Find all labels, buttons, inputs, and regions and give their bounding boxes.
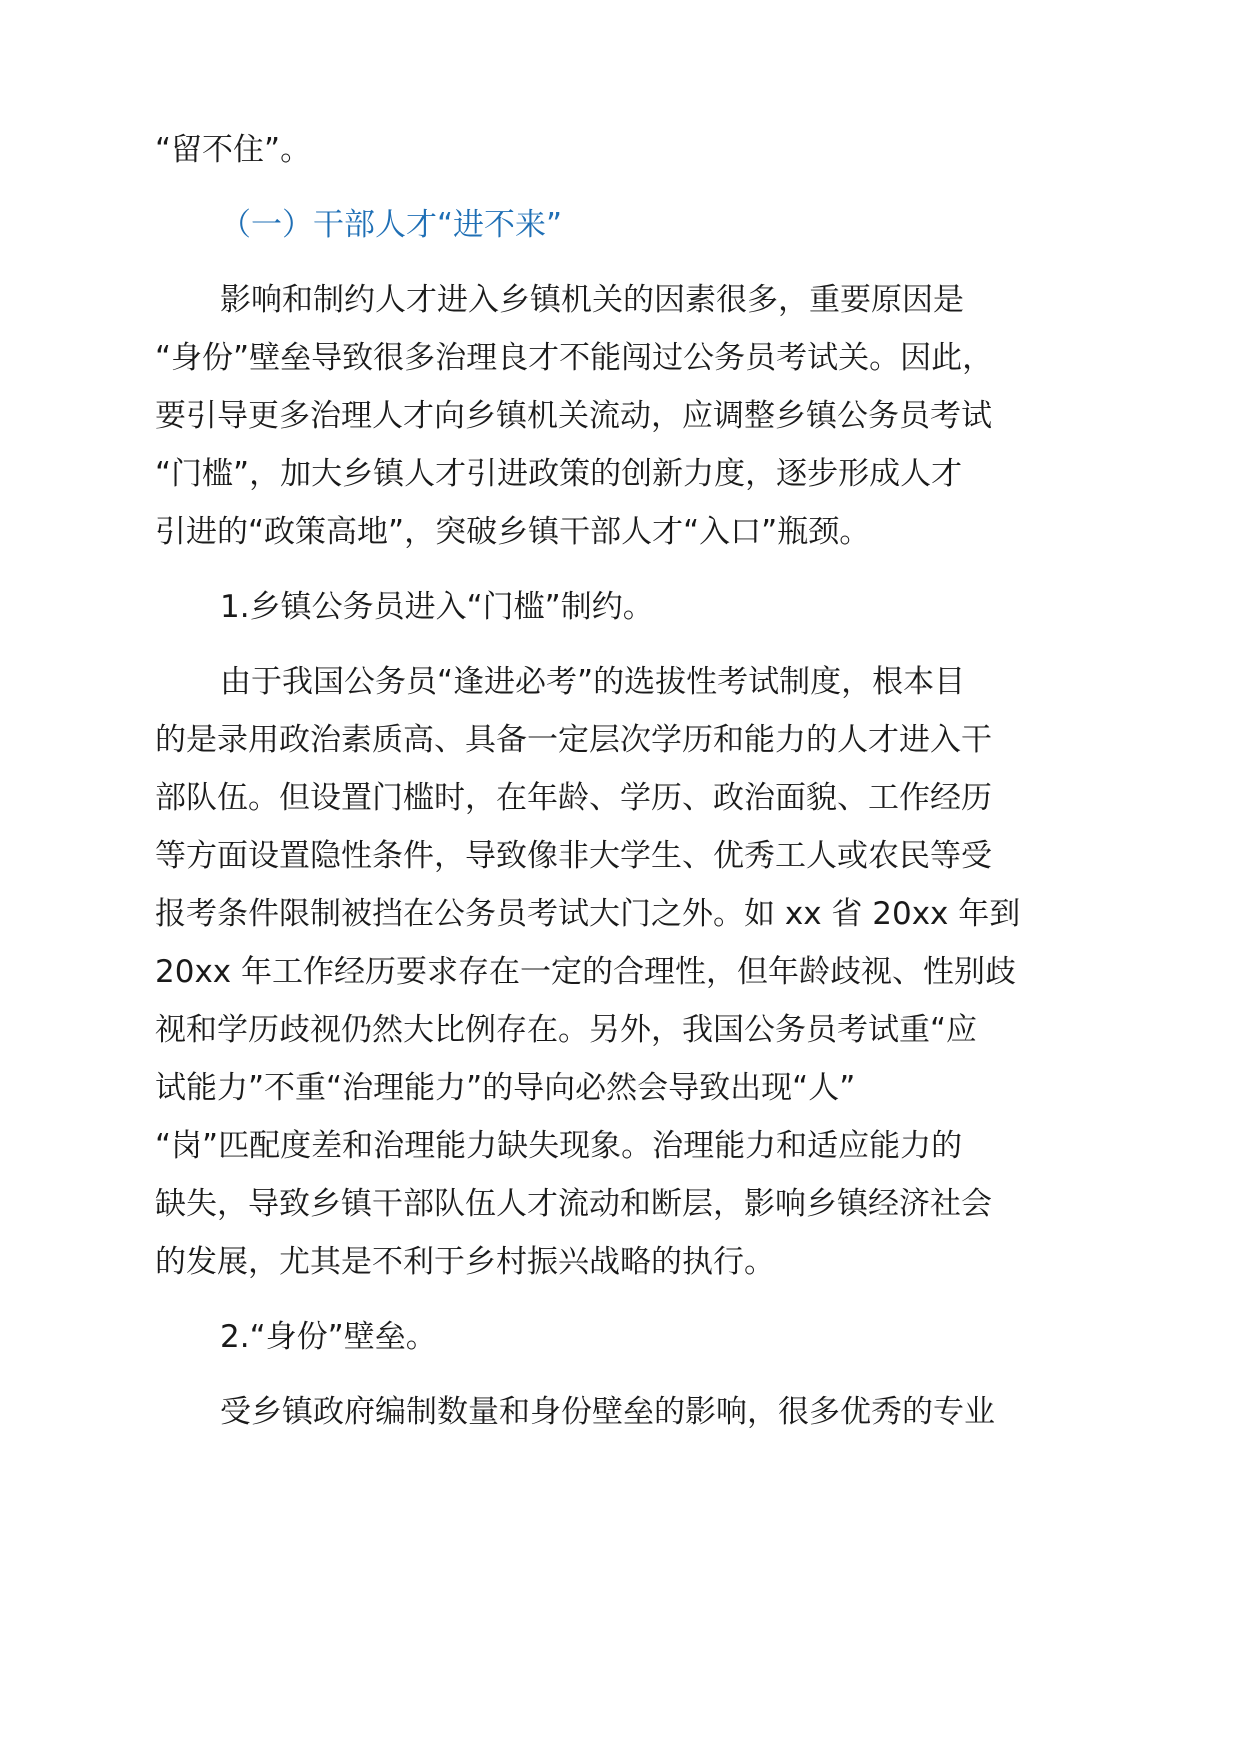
- paragraph-line: 受乡镇政府编制数量和身份壁垒的影响，很多优秀的专业: [220, 1394, 995, 1430]
- paragraph-line: 试能力”不重“治理能力”的导向必然会导致出现“人”: [155, 1070, 856, 1106]
- paragraph-line: 的发展，尤其是不利于乡村振兴战略的执行。: [155, 1244, 775, 1280]
- paragraph-line: 部队伍。但设置门槛时，在年龄、学历、政治面貌、工作经历: [155, 780, 992, 816]
- paragraph-line: 视和学历歧视仍然大比例存在。另外，我国公务员考试重“应: [155, 1012, 978, 1048]
- section-heading: （一）干部人才“进不来”: [220, 207, 563, 243]
- paragraph-line: “留不住”。: [155, 132, 312, 168]
- paragraph-line: 的是录用政治素质高、具备一定层次学历和能力的人才进入干: [155, 722, 992, 758]
- paragraph-line: 引进的“政策高地”，突破乡镇干部人才“入口”瓶颈。: [155, 514, 871, 550]
- paragraph-line: 由于我国公务员“逢进必考”的选拔性考试制度，根本目: [220, 664, 966, 700]
- paragraph-line: 影响和制约人才进入乡镇机关的因素很多，重要原因是: [220, 282, 964, 318]
- paragraph-line: 20xx 年工作经历要求存在一定的合理性，但年龄歧视、性别歧: [155, 954, 1016, 990]
- paragraph-line: “门槛”，加大乡镇人才引进政策的创新力度，逐步形成人才: [155, 456, 963, 492]
- paragraph-line: 要引导更多治理人才向乡镇机关流动，应调整乡镇公务员考试: [155, 398, 992, 434]
- subsection-heading: 2.“身份”壁垒。: [220, 1319, 437, 1355]
- paragraph-line: 报考条件限制被挡在公务员考试大门之外。如 xx 省 20xx 年到: [155, 896, 1021, 932]
- paragraph-line: “身份”壁垒导致很多治理良才不能闯过公务员考试关。因此，: [155, 340, 994, 376]
- subsection-heading: 1.乡镇公务员进入“门槛”制约。: [220, 589, 654, 625]
- paragraph-line: 等方面设置隐性条件，导致像非大学生、优秀工人或农民等受: [155, 838, 992, 874]
- paragraph-line: “岗”匹配度差和治理能力缺失现象。治理能力和适应能力的: [155, 1128, 963, 1164]
- paragraph-line: 缺失，导致乡镇干部队伍人才流动和断层，影响乡镇经济社会: [155, 1186, 992, 1222]
